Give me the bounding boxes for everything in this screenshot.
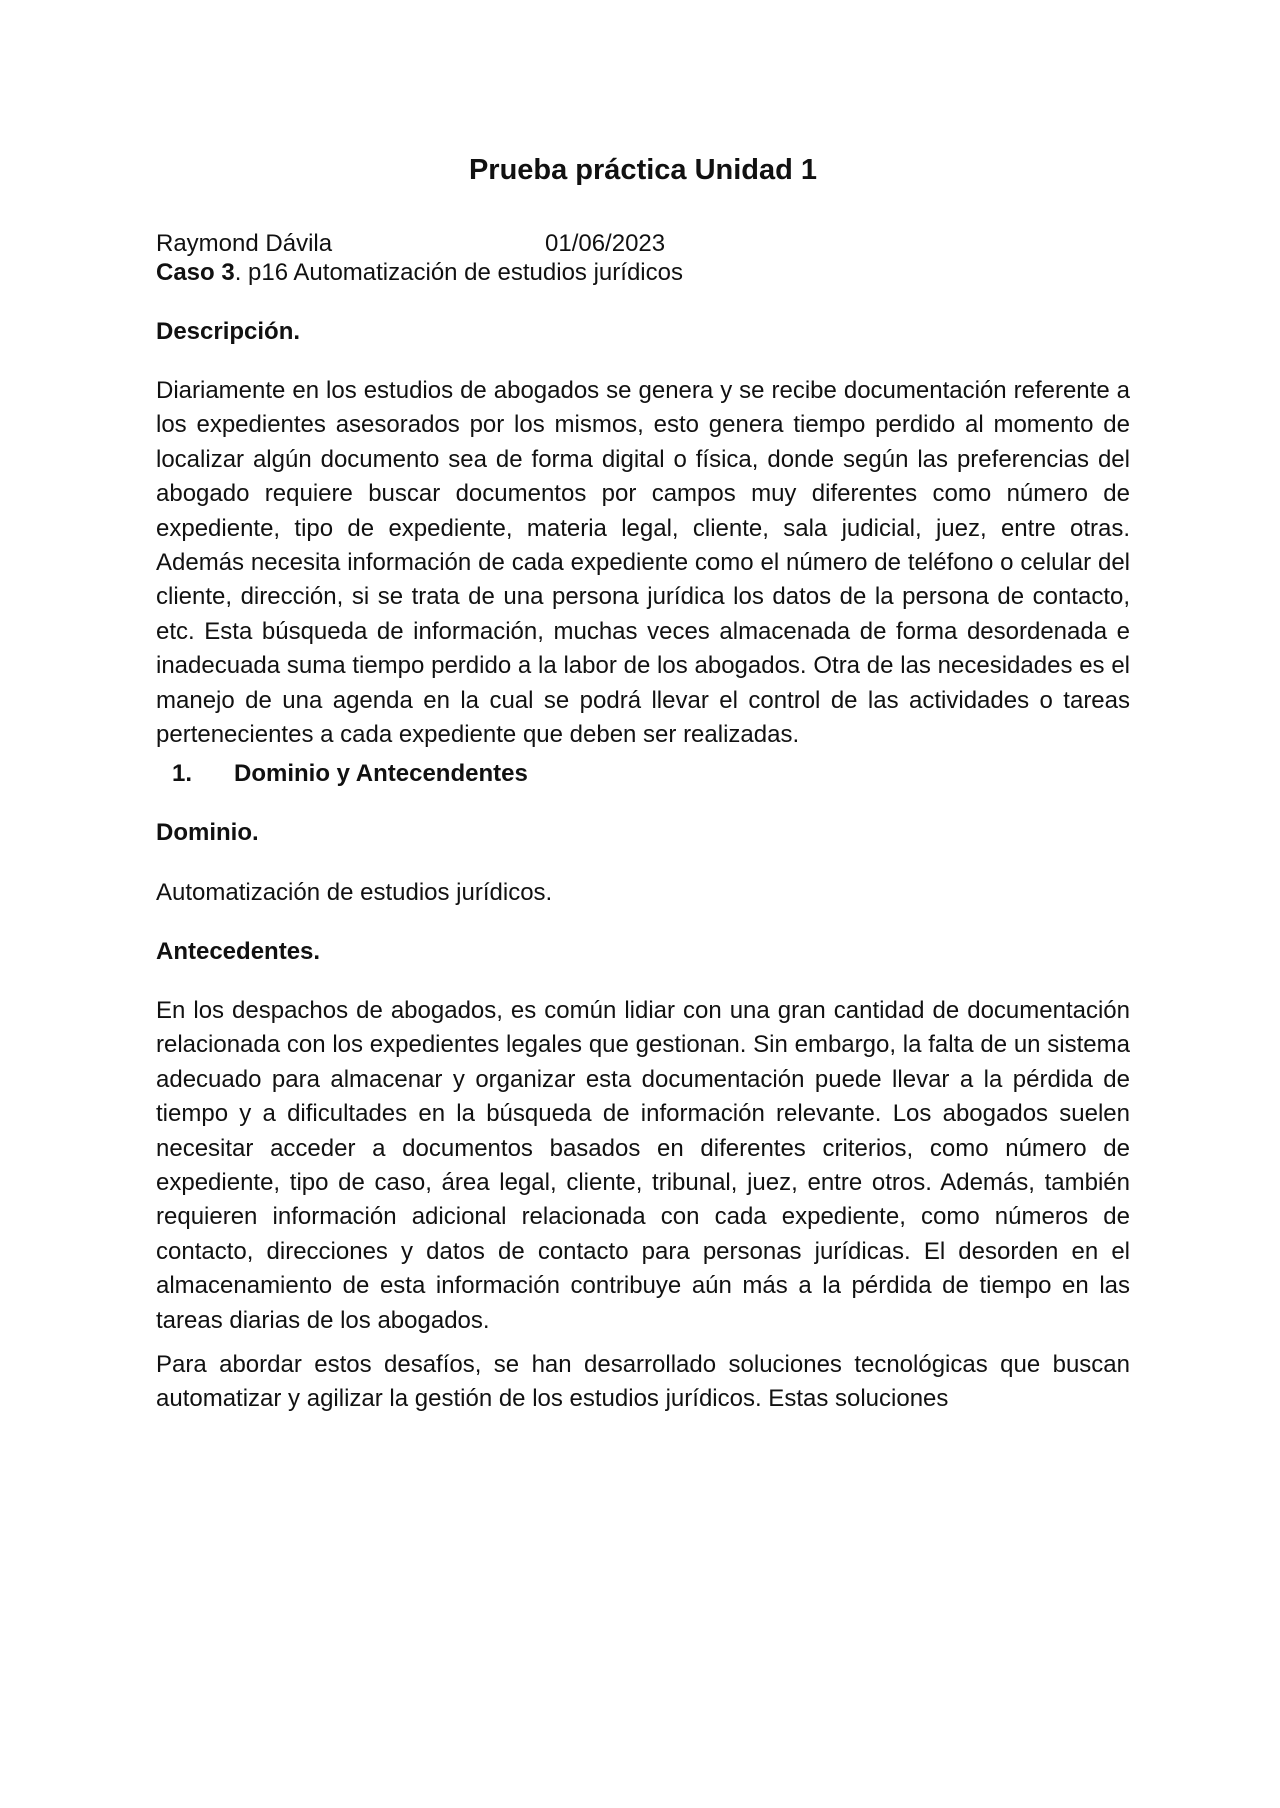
description-heading: Descripción. bbox=[156, 318, 301, 345]
background-heading: Antecedentes. bbox=[156, 938, 321, 965]
document-date: 01/06/2023 bbox=[545, 230, 666, 257]
author-name: Raymond Dávila bbox=[156, 230, 333, 257]
section-title: Dominio y Antecendentes bbox=[234, 760, 528, 787]
section-heading-dominio-antecedentes bbox=[156, 757, 1130, 792]
section-number: 1. bbox=[172, 760, 193, 787]
background-paragraph-1: En los despachos de abogados, es común lidiar con una gran cantidad de documentación relacionada con los expedientes legales que gestionan. Sin embargo, la falta de un sistema adecuado para almacenar y organizar esta documentación puede llevar a la pérdida de tiempo y a dificultades en la búsqueda de información relevante. Los abogados suelen necesitar acceder a documentos basados en diferentes criterios, como número de expediente, tipo de caso, área legal, cliente, tribunal, juez, entre otros. Además, también requieren información adicional relacionada con cada expediente, como números de contacto, direcciones y datos de contacto para personas jurídicas. El desorden en el almacenamiento de esta información contribuye aún más a la pérdida de tiempo en las tareas diarias de los abogados. bbox=[156, 997, 1130, 1334]
domain-heading: Dominio. bbox=[156, 819, 259, 846]
document-title: Prueba práctica Unidad 1 bbox=[468, 154, 818, 186]
case-label: Caso 3 bbox=[156, 259, 235, 286]
case-text: . p16 Automatización de estudios jurídicos bbox=[234, 259, 683, 286]
description-paragraph: Diariamente en los estudios de abogados se genera y se recibe documentación referente a los expedientes asesorados por los mismos, esto genera tiempo perdido al momento de localizar algún documento sea de forma digital o física, donde según las preferencias del abogado requiere buscar documentos por campos muy diferentes como número de expediente, tipo de expediente, materia legal, cliente, sala judicial, juez, entre otras. Además necesita información de cada expediente como el número de teléfono o celular del cliente, dirección, si se trata de una persona jurídica los datos de la persona de contacto, etc. Esta búsqueda de información, muchas veces almacenada de forma desordenada e inadecuada suma tiempo perdido a la labor de los abogados. Otra de las necesidades es el manejo de una agenda en la cual se podrá llevar el control de las actividades o tareas pertenecientes a cada expediente que deben ser realizadas. bbox=[156, 377, 1130, 749]
case-line bbox=[156, 256, 1130, 290]
domain-text: Automatización de estudios jurídicos. bbox=[156, 879, 553, 906]
background-paragraph-2: Para abordar estos desafíos, se han desarrollado soluciones tecnológicas que buscan automatizar y agilizar la gestión de los estudios jurídicos. Estas soluciones bbox=[156, 1351, 1130, 1413]
